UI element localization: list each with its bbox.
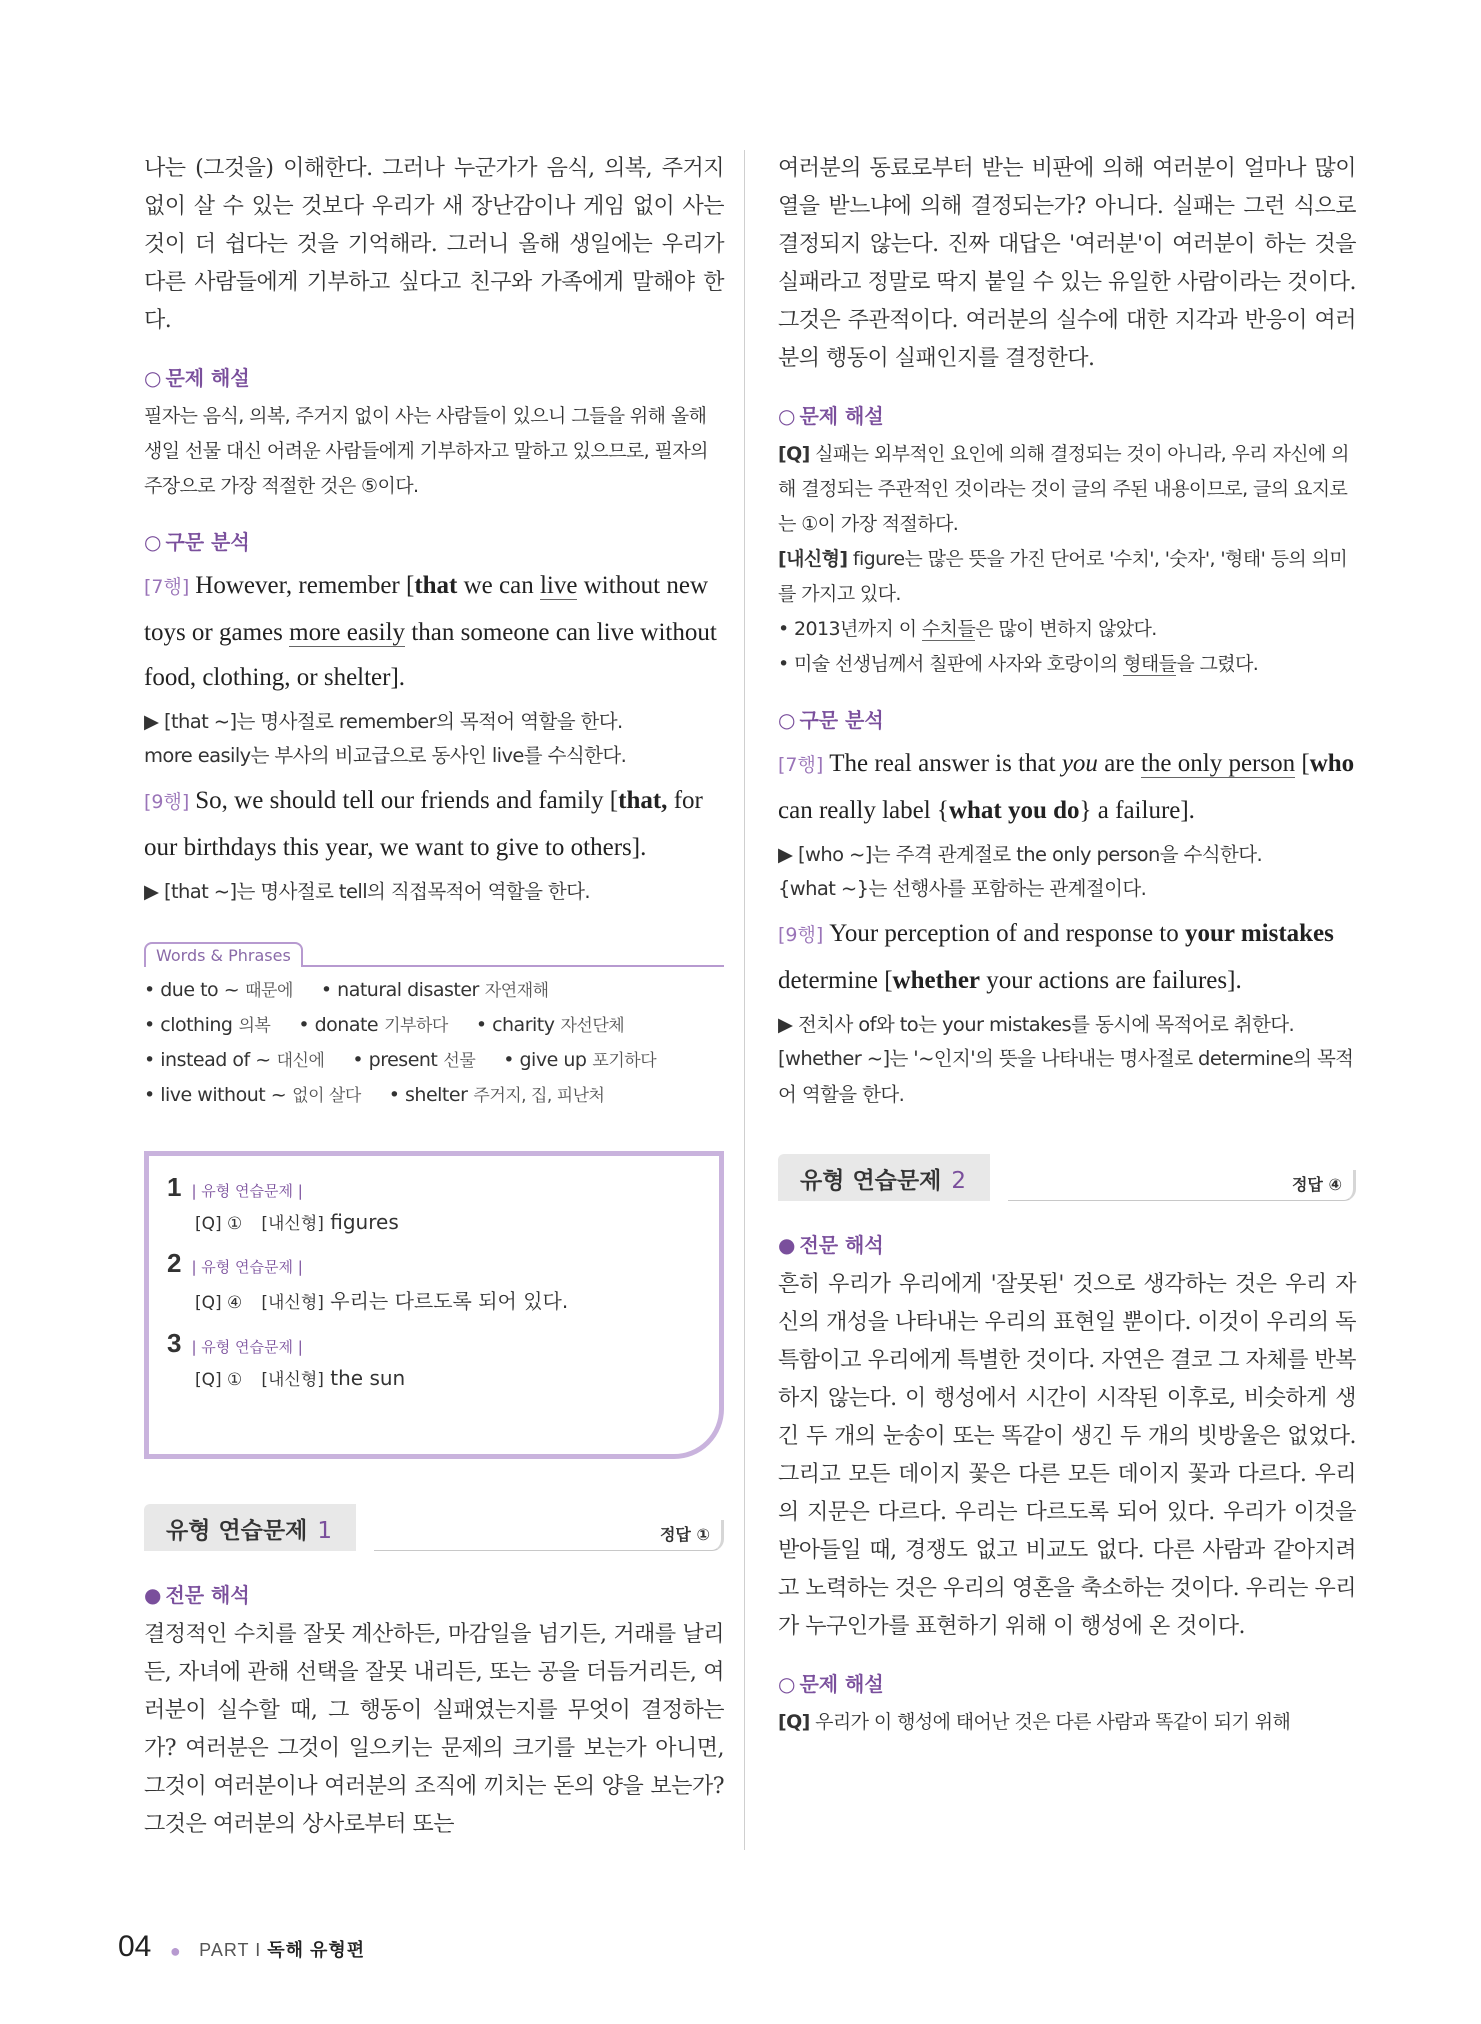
circle-marker-icon: ○ [778,1672,796,1696]
syntax-line7: [7행] However, remember [that we can live without new toys or games more easily than someone can live without food, clothing, or shelter]. [144,572,717,691]
answer-type: | 유형 연습문제 | [191,1258,303,1276]
wp-entry: • present 선물 [352,1049,476,1071]
words-phrases-title: Words & Phrases [144,942,303,967]
answer-item [167,1248,697,1314]
problem-heading: ○ 문제 해설 [778,404,884,428]
answer-number: 2 [167,1248,182,1278]
answer-type: | 유형 연습문제 | [191,1338,303,1356]
intro-paragraph: 나는 (그것을) 이해한다. 그러나 누군가가 음식, 의복, 주거지 없이 살 수 있는 것보다 우리가 새 장난감이나 게임 없이 사는 것이 더 쉽다는 것을 기억해라. 그러니 올해 생일에는 우리가 다른 사람들에게 기부하고 싶다고 친구와 가족에게 말해야 한다. [144,156,724,333]
wp-entry: • clothing 의복 [144,1014,271,1036]
right-column [778,150,1356,1740]
exercise-1-tab: 유형 연습문제 1 [144,1504,356,1551]
wp-row [144,1078,724,1113]
circle-marker-icon: ○ [144,366,162,390]
syntax-note-9: ▶ [that ~]는 명사절로 tell의 직접목적어 역할을 한다. [144,880,591,903]
wp-row [144,973,724,1008]
exercise-2-answer: 정답 ④ [1291,1175,1342,1194]
example-b: • 미술 선생님께서 칠판에 사자와 호랑이의 형태들을 그렸다. [778,653,1259,675]
problem-explanation-ns: [내신형] figure는 많은 뜻을 가진 단어로 '수치', '숫자', '형태' 등의 의미를 가지고 있다. [778,548,1348,605]
answer-item [167,1172,697,1234]
full-translation-heading: ● 전문 해석 [778,1233,884,1257]
answer-line: [Q] ① [내신형] figures [195,1210,399,1234]
answer-type: | 유형 연습문제 | [191,1182,303,1200]
problem-heading-2: ○ 문제 해설 [778,1672,884,1696]
wp-entry: • charity 자선단체 [475,1014,625,1036]
answer-line: [Q] ④ [내신형] 우리는 다르도록 되어 있다. [195,1289,569,1313]
dot-marker-icon: ● [144,1583,162,1607]
part-label: PART I 독해 유형편 [199,1940,366,1960]
answer-number: 1 [167,1172,182,1202]
dot-marker-icon: ● [778,1233,796,1257]
syntax-note-9b: [whether ~]는 '~인지'의 뜻을 나타내는 명사절로 determine의 목적어 역할을 한다. [778,1047,1354,1106]
footer-dot-icon: ● [169,1941,181,1962]
page-number: 04 [118,1930,152,1963]
wp-entry: • give up 포기하다 [503,1049,657,1071]
syntax-line7: [7행] The real answer is that you are the only person [who can really label {what you do} a failure]. [778,750,1355,824]
answer-line: [Q] ① [내신형] the sun [195,1366,406,1390]
words-phrases-box [144,940,724,1113]
syntax-line9: [9행] So, we should tell our friends and family [that, for our birthdays this year, we want to give to others]. [144,787,703,861]
syntax-heading: ○ 구문 분석 [144,530,250,554]
full-translation-heading: ● 전문 해석 [144,1583,250,1607]
syntax-note-7a: ▶ [who ~]는 주격 관계절로 the only person을 수식한다. [778,843,1263,866]
exercise-1-answer: 정답 ① [659,1525,710,1544]
wp-entry: • donate 기부하다 [298,1014,448,1036]
wp-row [144,1008,724,1043]
exercise-2-tab: 유형 연습문제 2 [778,1154,990,1201]
column-divider [744,150,745,1850]
wp-row [144,1043,724,1078]
circle-marker-icon: ○ [144,530,162,554]
syntax-note-7b: more easily는 부사의 비교급으로 동사인 live를 수식한다. [144,744,627,767]
left-column [144,150,724,1844]
syntax-note-7a: ▶ [that ~]는 명사절로 remember의 목적어 역할을 한다. [144,710,623,733]
answer-item [167,1328,697,1390]
exercise-2-header [778,1157,1356,1201]
problem-explanation: 필자는 음식, 의복, 주거지 없이 사는 사람들이 있으니 그들을 위해 올해 생일 선물 대신 어려운 사람들에게 기부하자고 말하고 있으므로, 필자의 주장으로 가장 적절한 것은 ⑤이다. [144,405,708,497]
problem-explanation-q: [Q] 실패는 외부적인 요인에 의해 결정되는 것이 아니라, 우리 자신에 의해 결정되는 주관적인 것이라는 것이 글의 주된 내용이므로, 글의 요지로는 ①이 가장 적절하다. [778,443,1349,535]
answer-box [144,1151,724,1459]
continued-paragraph: 여러분의 동료로부터 받는 비판에 의해 여러분이 얼마나 많이 열을 받느냐에 의해 결정되는가? 아니다. 실패는 그런 식으로 결정되지 않는다. 진짜 대답은 '여러분'이 여러분이 하는 것을 실패라고 정말로 딱지 붙일 수 있는 유일한 사람이라는 것이다. 그것은 주관적이다. 여러분의 실수에 대한 지각과 반응이 여러분의 행동이 실패인지를 결정한다. [778,156,1356,371]
problem-explanation-2: [Q] 우리가 이 행성에 태어난 것은 다른 사람과 똑같이 되기 위해 [778,1711,1291,1733]
syntax-heading: ○ 구문 분석 [778,708,884,732]
problem-heading: ○ 문제 해설 [144,366,250,390]
circle-marker-icon: ○ [778,404,796,428]
circle-marker-icon: ○ [778,708,796,732]
words-phrases-list [144,967,724,1113]
wp-entry: • natural disaster 자연재해 [320,979,549,1001]
wp-entry: • due to ~ 때문에 [144,979,293,1001]
example-a: • 2013년까지 이 수치들은 많이 변하지 않았다. [778,618,1157,640]
syntax-note-9a: ▶ 전치사 of와 to는 your mistakes를 동시에 목적어로 취한다. [778,1013,1295,1036]
page-footer [118,1930,365,1964]
full-translation-text: 결정적인 수치를 잘못 계산하든, 마감일을 넘기든, 거래를 날리든, 자녀에 관해 선택을 잘못 내리든, 또는 공을 더듬거리든, 여러분이 실수할 때, 그 행동이 실패였는지를 무엇이 결정하는가? 여러분은 그것이 일으키는 문제의 크기를 보는가 아니면, 그것이 여러분이나 여러분의 조직에 끼치는 돈의 양을 보는가? 그것은 여러분의 상사로부터 또는 [144,1622,724,1837]
exercise-1-header [144,1507,724,1551]
full-translation-text: 흔히 우리가 우리에게 '잘못된' 것으로 생각하는 것은 우리 자신의 개성을 나타내는 우리의 표현일 뿐이다. 이것이 우리의 독특함이고 우리에게 특별한 것이다. 자연은 결코 그 자체를 반복하지 않는다. 이 행성에서 시간이 시작된 이후로, 비슷하게 생긴 두 개의 눈송이 또는 똑같이 생긴 두 개의 빗방울은 없었다. 그리고 모든 데이지 꽃은 다른 모든 데이지 꽃과 다르다. 우리의 지문은 다르다. 우리는 다르도록 되어 있다. 우리가 이것을 받아들일 때, 경쟁도 없고 비교도 없다. 다른 사람과 같아지려고 노력하는 것은 우리의 영혼을 축소하는 것이다. 우리는 우리가 누구인가를 표현하기 위해 이 행성에 온 것이다. [778,1272,1356,1639]
answer-number: 3 [167,1328,182,1358]
syntax-note-7b: {what ~}는 선행사를 포함하는 관계절이다. [778,877,1147,900]
syntax-line9: [9행] Your perception of and response to your mistakes determine [whether your actions are failures]. [778,920,1334,994]
wp-entry: • live without ~ 없이 살다 [144,1084,361,1106]
wp-entry: • shelter 주거지, 집, 피난처 [388,1084,605,1106]
wp-entry: • instead of ~ 대신에 [144,1049,325,1071]
